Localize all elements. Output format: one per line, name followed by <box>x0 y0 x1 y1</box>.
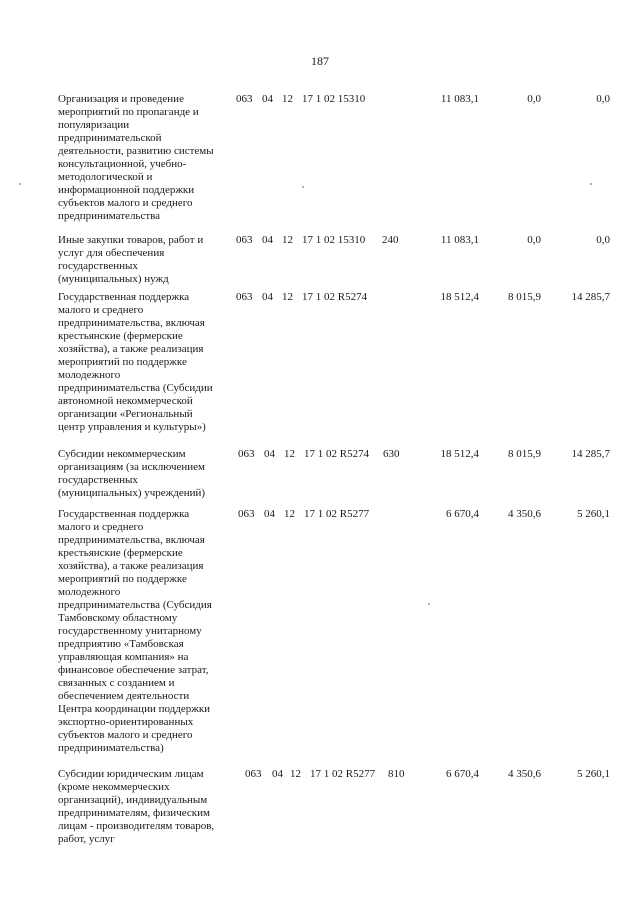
scan-speck <box>428 603 430 605</box>
sum-year-1: 11 083,1 <box>440 234 479 246</box>
ministry-code: 063 <box>238 508 255 520</box>
expense-type-code: 810 <box>388 768 405 780</box>
subsection-code: 12 <box>290 768 301 780</box>
row-name: Субсидии некоммерческим организациям (за исключением государственных (муниципальных) учреждений) <box>58 448 206 499</box>
subsection-code: 12 <box>282 291 293 303</box>
sum-year-2: 0,0 <box>527 93 541 105</box>
section-code: 04 <box>264 448 275 460</box>
sum-year-3: 14 285,7 <box>571 448 610 460</box>
section-code: 04 <box>262 234 273 246</box>
sum-year-2: 0,0 <box>527 234 541 246</box>
row-name: Государственная поддержка малого и среднего предпринимательства, включая крестьянские (фермерские хозяйства), а также реализация мероприятий по поддержке молодежного предпринимательства (Субсидия Тамбовскому областному государственному унитарному предприятию «Тамбовская управляющая компания» на финансовое обеспечение затрат, связанных с созданием и обеспечением деятельности Центра координации поддержки экспортно-ориентированных субъектов малого и среднего предпринимательства) <box>58 508 212 754</box>
section-code: 04 <box>262 93 273 105</box>
sum-year-1: 6 670,4 <box>446 508 479 520</box>
sum-year-2: 4 350,6 <box>508 768 541 780</box>
expense-type-code: 240 <box>382 234 399 246</box>
ministry-code: 063 <box>245 768 262 780</box>
scan-speck <box>590 183 592 185</box>
sum-year-3: 0,0 <box>596 93 610 105</box>
subsection-code: 12 <box>282 234 293 246</box>
scan-speck <box>302 186 304 188</box>
ministry-code: 063 <box>236 291 253 303</box>
sum-year-1: 18 512,4 <box>440 291 479 303</box>
row-name: Субсидии юридическим лицам (кроме некоммерческих организаций), индивидуальным предпринимателям, физическим лицам - производителям товаров, работ, услуг <box>58 768 215 845</box>
row-name: Государственная поддержка малого и среднего предпринимательства, включая крестьянские (фермерские хозяйства), а также реализация мероприятий по поддержке молодежного предпринимательства (Субсидии автономной некоммерческой организации «Региональный центр управления и культуры») <box>58 291 213 433</box>
sum-year-3: 5 260,1 <box>577 508 610 520</box>
subsection-code: 12 <box>282 93 293 105</box>
sum-year-3: 14 285,7 <box>571 291 610 303</box>
sum-year-2: 8 015,9 <box>508 448 541 460</box>
row-name: Организация и проведение мероприятий по пропаганде и популяризации предпринимательской деятельности, развитию системы консультационной, учебно- методологической и информационной поддержки субъектов малого и среднего предпринимательства <box>58 93 214 222</box>
subsection-code: 12 <box>284 508 295 520</box>
sum-year-3: 0,0 <box>596 234 610 246</box>
page-number: 187 <box>311 54 329 68</box>
section-code: 04 <box>272 768 283 780</box>
ministry-code: 063 <box>236 234 253 246</box>
scan-speck <box>19 183 21 185</box>
target-article-code: 17 1 02 R5277 <box>304 508 370 520</box>
section-code: 04 <box>262 291 273 303</box>
subsection-code: 12 <box>284 448 295 460</box>
ministry-code: 063 <box>236 93 253 105</box>
sum-year-2: 8 015,9 <box>508 291 541 303</box>
target-article-code: 17 1 02 R5274 <box>304 448 370 460</box>
sum-year-3: 5 260,1 <box>577 768 610 780</box>
target-article-code: 17 1 02 15310 <box>302 93 366 105</box>
sum-year-1: 6 670,4 <box>446 768 479 780</box>
target-article-code: 17 1 02 R5274 <box>302 291 368 303</box>
expense-type-code: 630 <box>383 448 400 460</box>
target-article-code: 17 1 02 15310 <box>302 234 366 246</box>
sum-year-1: 18 512,4 <box>440 448 479 460</box>
section-code: 04 <box>264 508 275 520</box>
target-article-code: 17 1 02 R5277 <box>310 768 376 780</box>
ministry-code: 063 <box>238 448 255 460</box>
row-name: Иные закупки товаров, работ и услуг для обеспечения государственных (муниципальных) нужд <box>58 234 204 285</box>
sum-year-2: 4 350,6 <box>508 508 541 520</box>
sum-year-1: 11 083,1 <box>440 93 479 105</box>
